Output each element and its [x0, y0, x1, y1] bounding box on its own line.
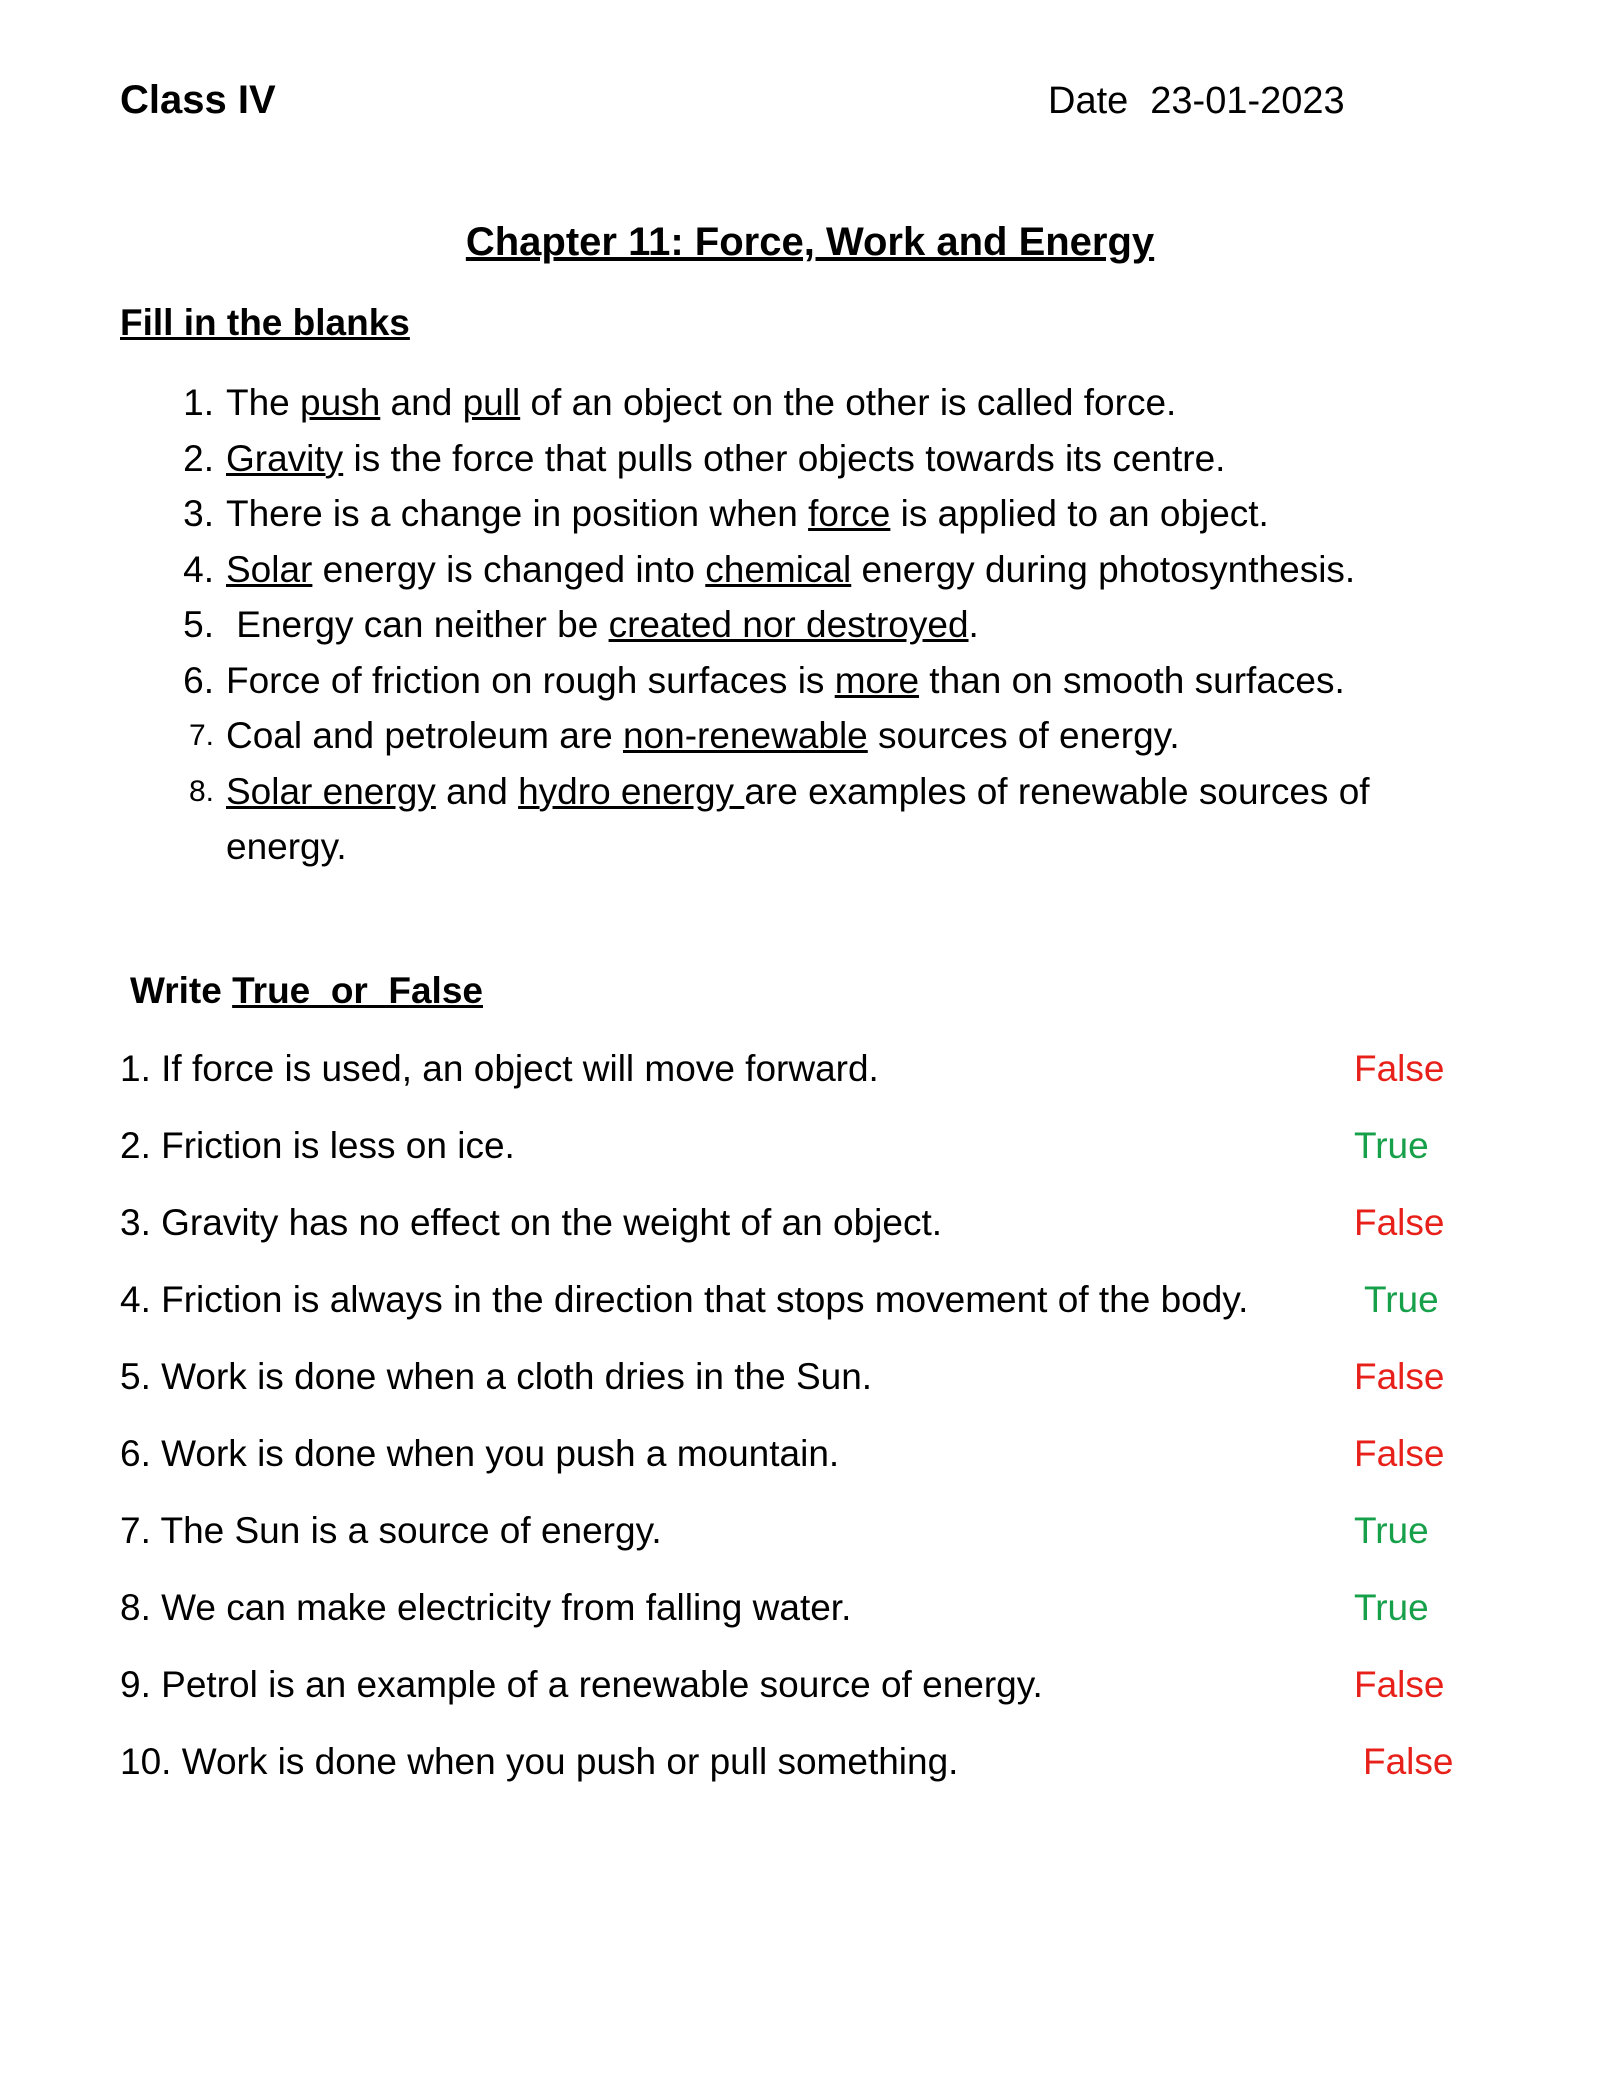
fill-blank-number: 6. [183, 659, 214, 701]
sentence-fragment: of an object on the other is called force. [520, 382, 1177, 423]
sentence-fragment: energy during photosynthesis. [851, 548, 1356, 590]
blank-answer: Gravity [226, 437, 344, 479]
true-false-question: 4. Friction is always in the direction that stops movement of the body. [120, 1279, 1249, 1320]
blank-answer: Solar [226, 548, 313, 590]
blank-answer: hydro energy [518, 770, 745, 812]
fill-blanks-heading: Fill in the blanks [120, 302, 410, 343]
sentence-fragment: are examples of renewable sources of energy. [226, 770, 1380, 867]
blank-answer: more [834, 659, 920, 701]
true-false-question: 10. Work is done when you push or pull something. [120, 1741, 959, 1782]
true-false-answer: False [1354, 1433, 1445, 1474]
date-label: Date [1048, 80, 1129, 122]
sentence-fragment: sources of energy. [867, 715, 1180, 756]
true-false-row [120, 1279, 1450, 1329]
true-false-question: 2. Friction is less on ice. [120, 1125, 515, 1166]
true-false-question: 7. The Sun is a source of energy. [120, 1510, 662, 1551]
blank-answer: Solar energy [226, 770, 436, 812]
true-false-question: 5. Work is done when a cloth dries in the Sun. [120, 1356, 873, 1397]
blank-answer: push [300, 382, 381, 423]
blank-answer: non-renewable [622, 715, 868, 756]
fill-blank-number: 1. [183, 382, 214, 423]
date-row [1048, 80, 1345, 123]
true-false-question: 9. Petrol is an example of a renewable source of energy. [120, 1664, 1043, 1705]
true-false-row [120, 1202, 1450, 1252]
true-false-question: 6. Work is done when you push a mountain. [120, 1433, 840, 1474]
blank-answer: created nor destroyed [608, 604, 969, 645]
fill-blank-number: 8. [188, 774, 214, 808]
true-false-heading [130, 970, 483, 1012]
true-false-row [120, 1433, 1450, 1483]
fill-blank-item [160, 764, 1460, 875]
true-false-answer: True [1354, 1510, 1429, 1551]
fill-blank-item [160, 431, 1460, 487]
sentence-fragment: . [968, 604, 979, 645]
fill-blank-number: 2. [183, 437, 214, 479]
fill-blank-text [214, 708, 1180, 764]
sentence-fragment: energy is changed into [312, 548, 706, 590]
fill-blank-text [214, 597, 979, 653]
sentence-fragment: than on smooth surfaces. [919, 659, 1345, 701]
true-false-answer: False [1354, 1048, 1445, 1089]
true-false-row [120, 1510, 1450, 1560]
true-false-row [120, 1664, 1450, 1714]
fill-blank-item [160, 708, 1460, 764]
sentence-fragment: Coal and petroleum are [226, 715, 623, 756]
sentence-fragment: Energy can neither be [226, 604, 609, 645]
true-false-question: 1. If force is used, an object will move forward. [120, 1048, 879, 1089]
true-false-answer: False [1354, 1664, 1445, 1705]
date-value: 23-01-2023 [1150, 80, 1345, 122]
true-false-answer: False [1354, 1356, 1445, 1397]
fill-blank-number: 7. [188, 719, 214, 752]
sentence-fragment: and [380, 382, 463, 423]
true-false-question: 8. We can make electricity from falling water. [120, 1587, 852, 1628]
fill-blank-item [160, 542, 1460, 598]
true-false-heading-underlined: True or False [232, 970, 483, 1011]
fill-blank-text [214, 486, 1269, 542]
blank-answer: chemical [705, 548, 852, 590]
blank-answer: pull [462, 382, 521, 423]
true-false-row [120, 1356, 1450, 1406]
sentence-fragment: There is a change in position when [226, 493, 809, 534]
true-false-row [120, 1587, 1450, 1637]
class-label: Class IV [120, 78, 276, 122]
fill-blank-number: 4. [183, 548, 214, 590]
blank-answer: force [808, 493, 891, 534]
fill-blank-item [160, 597, 1460, 653]
true-false-answer: True [1354, 1587, 1429, 1628]
fill-blank-number: 5. [183, 604, 214, 645]
true-false-answer: True [1354, 1125, 1429, 1166]
true-false-row [120, 1741, 1454, 1791]
fill-blank-item [160, 375, 1460, 431]
fill-blank-number: 3. [183, 493, 214, 534]
fill-blank-text [214, 542, 1355, 598]
true-false-heading-prefix: Write [130, 970, 233, 1011]
fill-blank-text [214, 431, 1225, 487]
sentence-fragment: is the force that pulls other objects towards its centre. [343, 437, 1226, 479]
sentence-fragment: Force of friction on rough surfaces is [226, 659, 835, 701]
chapter-title: Chapter 11: Force, Work and Energy [465, 220, 1155, 264]
sentence-fragment: is applied to an object. [890, 493, 1269, 534]
fill-blank-text [214, 375, 1176, 431]
true-false-answer: False [1363, 1741, 1454, 1782]
true-false-question: 3. Gravity has no effect on the weight of an object. [120, 1202, 943, 1243]
fill-blank-item [160, 653, 1460, 709]
true-false-answer: True [1364, 1279, 1439, 1320]
fill-blank-text [214, 653, 1345, 709]
true-false-answer: False [1354, 1202, 1445, 1243]
fill-blank-item [160, 486, 1460, 542]
true-false-row [120, 1048, 1450, 1098]
fill-blanks-list [160, 375, 1460, 875]
fill-blank-text [214, 764, 1460, 875]
sentence-fragment: and [435, 770, 519, 812]
sentence-fragment: The [226, 382, 301, 423]
true-false-row [120, 1125, 1450, 1175]
